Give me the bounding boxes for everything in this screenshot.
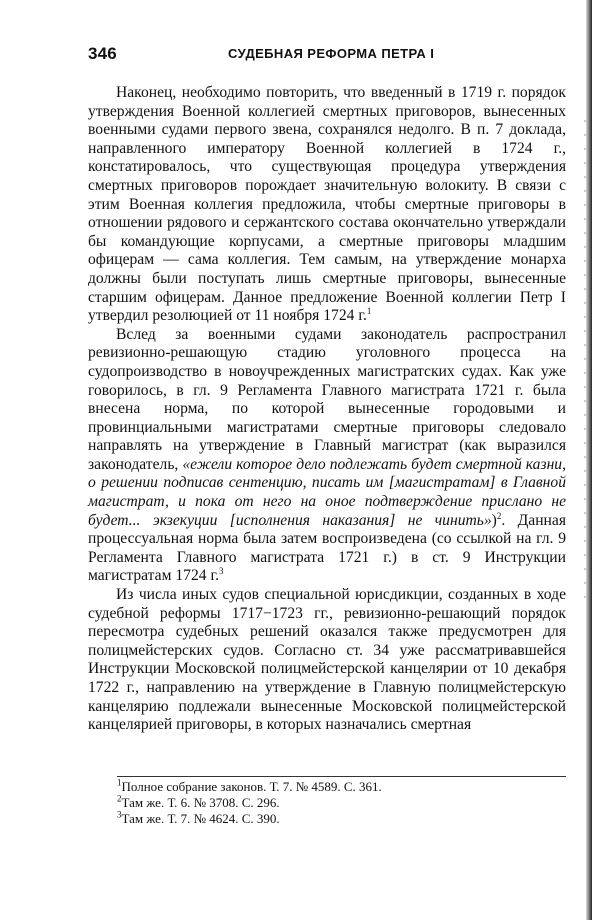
footnote-text: Там же. Т. 6. № 3708. С. 296. <box>121 795 280 810</box>
footnote-mark: 2 <box>117 793 122 804</box>
paragraph-1 <box>88 84 566 326</box>
footnote-text: Там же. Т. 7. № 4624. С. 390. <box>121 811 280 826</box>
paragraph-text: Вслед за военными судами законодатель распространил ревизионно-решающую стадию уголовного процесса на судопроизводство в новоучрежденных магистратских судах. Как уже говорилось, в гл. 9 Регламента Главного магистрата 1721 г. была внесена норма, по которой вынесенные городовыми и провинциальными магистратами смертные приговоры следовало направлять на утверждение в Главный магистрат (как выразился законодатель, <box>88 325 566 473</box>
legislative-quote: «ежели которое дело подлежать будет смертной казни, о решении подписав сентенцию, писать им [магистратам] в Главной магистрат, и пока от него на оное подтверждение прислано не будет... экзекуции [исполнения наказания] не чинить» <box>88 455 566 529</box>
footnote <box>117 811 566 827</box>
footnote-text: Полное собрание законов. Т. 7. № 4589. С. 361. <box>121 779 382 794</box>
running-title: СУДЕБНАЯ РЕФОРМА ПЕТРА I <box>228 46 435 61</box>
paragraph-text: ) <box>491 511 497 529</box>
scan-edge-shadow <box>586 0 592 920</box>
paragraph-text: . Данная процессуальная норма была затем воспроизведена (со ссылкой на гл. 9 Регламента Главного магистрата 1721 г.) в ст. 9 Инструкции магистратам 1724 г. <box>88 511 566 585</box>
paragraph-text: Наконец, необходимо повторить, что введенный в 1719 г. порядок утверждения Военной коллегией смертных приговоров, вынесенных военными судами первого звена, сохранялся недолго. В п. 7 доклада, направленного императору Военной коллегией в 1724 г., констатировалось, что существующая процедура утверждения смертных приговоров порождает значительную волокиту. В связи с этим Военная коллегия предложила, чтобы смертные приговоры в отношении рядового и сержантского состава окончательно утверждали бы командующие корпусами, а смертные приговоры младшим офицерам — сама коллегия. Тем самым, на утверждение монарха должны были поступать лишь смертные приговоры, вынесенные старшим офицерам. Данное предложение Военной коллегии Петр I утвердил резолюцией от 11 ноября 1724 г. <box>88 84 566 325</box>
body-text <box>88 84 566 735</box>
footnote-ref: 3 <box>218 566 224 577</box>
paragraph-text: Из числа иных судов специальной юрисдикции, созданных в ходе судебной реформы 1717−1723 гг., ревизионно-решающий порядок пересмотра судебных решений оказался также предусмотрен для полицмейстерских судов. Согласно ст. 34 уже рассматривавшейся Инструкции Московской полицмейстерской канцелярии от 10 декабря 1722 г., направлению на утверждение в Главную полицмейстерскую канцелярию подлежали вынесенные Московской полицмейстерской канцелярией приговоры, в которых назначались смертная <box>88 586 566 734</box>
footnote <box>117 795 566 811</box>
footnote-ref: 1 <box>366 305 372 316</box>
page-header <box>88 44 566 68</box>
paragraph-3 <box>88 586 566 735</box>
footnote-mark: 1 <box>117 777 122 788</box>
footnote-ref: 2 <box>496 510 502 521</box>
paragraph-2 <box>88 326 566 586</box>
footnote-mark: 3 <box>117 809 122 820</box>
footnotes <box>117 776 566 827</box>
footnote <box>117 779 566 795</box>
page-number: 346 <box>88 44 117 63</box>
